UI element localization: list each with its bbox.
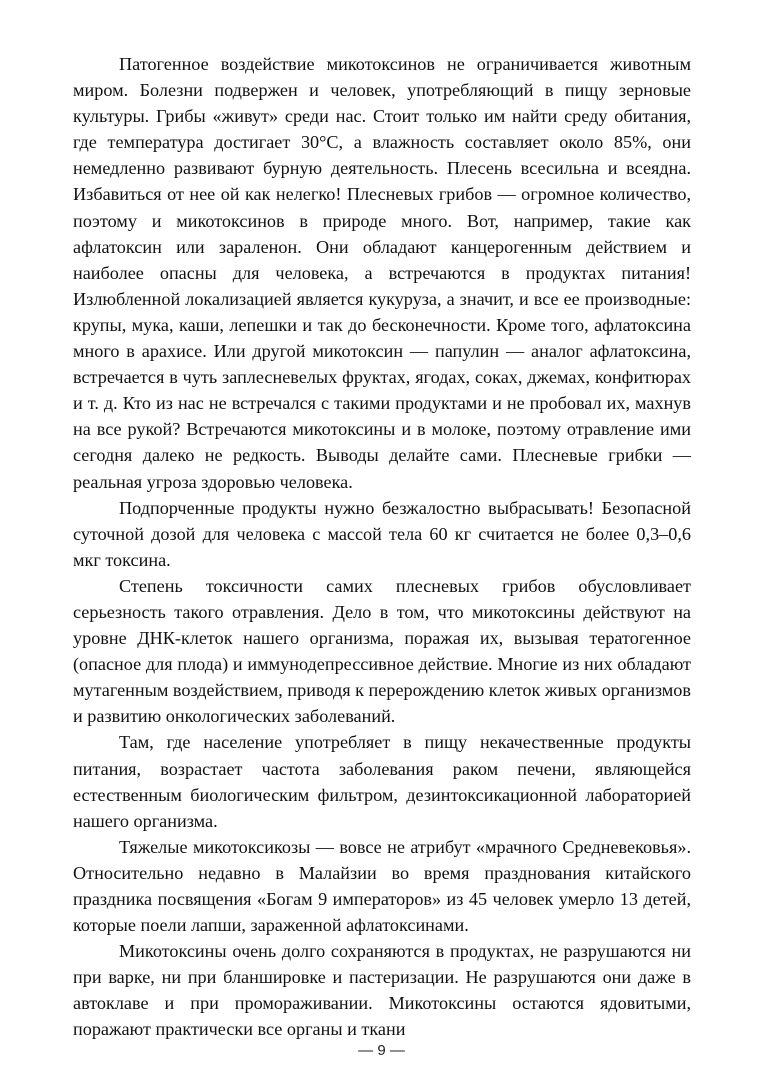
body-text (73, 51, 691, 1043)
paragraph-toxicity-degree: Степень токсичности самих плесневых грибов обусловливает серьезность такого отравления. Дело в том, что микотоксины действуют на уровне ДНК-клеток нашего организма, поражая их, вызывая тератогенное (опасное для плода) и иммунодепрессивное действие. Многие из них обладают мутагенным воздействием, приводя к перерождению клеток живых организмов и развитию онкологических заболеваний. (73, 575, 691, 727)
paragraph-persistence: Микотоксины очень долго сохраняются в продуктах, не разрушаются ни при варке, ни при бланшировке и пастеризации. Не разрушаются они даже в автоклаве и при промораживании. Микотоксины остаются ядовитыми, поражают практически все органы и ткани (73, 941, 691, 1040)
paragraph-liver-cancer: Там, где население употребляет в пищу некачественные продукты питания, возрастает частота заболевания раком печени, являющейся естественным биологическим фильтром, дезинтоксикационной лабораторией нашего организма. (73, 732, 691, 831)
paragraph-safe-dose: Подпорченные продукты нужно безжалостно выбрасывать! Безопасной суточной дозой для человека с массой тела 60 кг считается не более 0,3–0,6 мкг токсина. (73, 497, 691, 570)
page-number: — 9 — (358, 1042, 405, 1059)
paragraph-malaysia-case: Тяжелые микотоксикозы — вовсе не атрибут «мрачного Средневековья». Относительно недавно в Малайзии во время празднования китайского праздника посвящения «Богам 9 императоров» из 45 человек умерло 13 детей, которые поели лапши, зараженной афлатоксинами. (73, 836, 691, 936)
paragraph-mycotoxin-impact: Патогенное воздействие микотоксинов не ограничивается животным миром. Болезни подвержен и человек, употребляющий в пищу зерновые культуры. Грибы «живут» среди нас. Стоит только им найти среду обитания, где температура достигает 30°С, а влажность составляет около 85%, они немедленно развивают бурную деятельность. Плесень всесильна и всеядна. Избавиться от нее ой как нелегко! Плесневых грибов — огромное количество, поэтому и микотоксинов в природе много. Вот, например, такие как афлатоксин или зараленон. Они обладают канцерогенным действием и наиболее опасны для человека, а встречаются в продуктах питания! Излюбленной локализацией является кукуруза, а значит, и все ее производные: крупы, мука, каши, лепешки и так до бесконечности. Кроме того, афлатоксина много в арахисе. Или другой микотоксин — папулин — аналог афлатоксина, встречается в чуть заплесневелых фруктах, ягодах, соках, джемах, конфитюрах и т. д. Кто из нас не встречался с такими продуктами и не пробовал их, махнув на все рукой? Встречаются микотоксины и в молоке, поэтому отравление ими сегодня далеко не редкость. Выводы делайте сами. Плесневые грибки — реальная угроза здоровью человека. (73, 54, 691, 492)
